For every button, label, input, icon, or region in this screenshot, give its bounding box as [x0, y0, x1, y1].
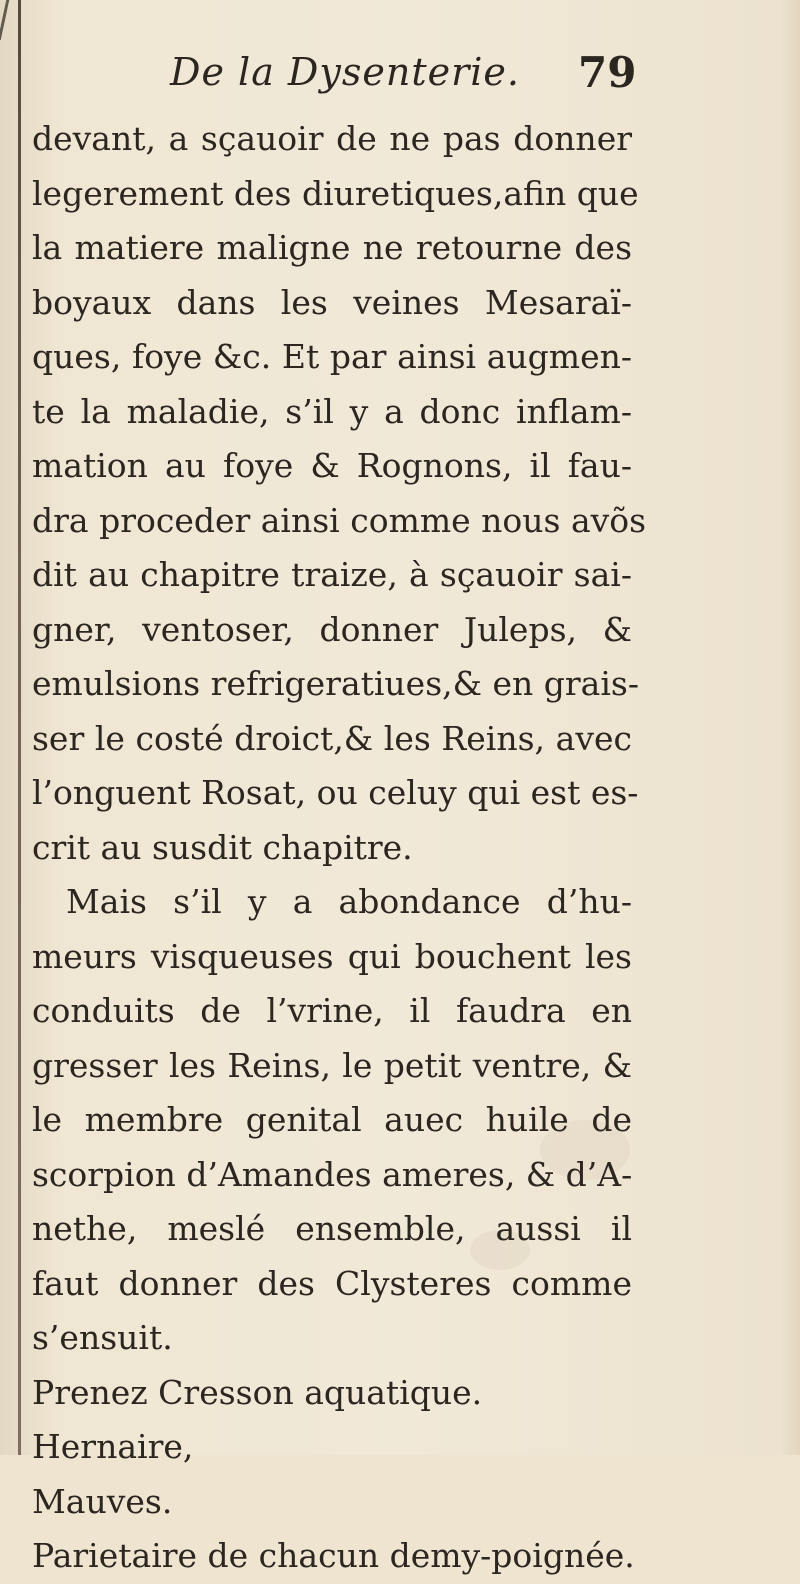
text-line: dit au chapitre traize, à sçauoir sai- — [32, 555, 632, 594]
page-number: 79 — [578, 48, 637, 97]
recipe-line: Mauves. — [32, 1481, 173, 1521]
text-line: conduits de l’vrine, il faudra en — [32, 991, 632, 1030]
text-line: gner, ventoser, donner Juleps, & — [32, 609, 632, 649]
running-head: De la Dysenterie. — [170, 50, 520, 94]
recipe-line: Hernaire, — [32, 1427, 194, 1466]
text-line: mation au foye & Rognons, il fau- — [32, 446, 632, 485]
text-line: faut donner des Clysteres comme — [32, 1263, 632, 1303]
text-line: crit au susdit chapitre. — [32, 827, 413, 867]
text-line: ser le costé droict,& les Reins, avec — [32, 718, 632, 758]
recipe-line: Parietaire de chacun demy-poignée. — [32, 1536, 635, 1575]
text-line: Mais s’il y a abondance d’hu- — [66, 882, 632, 921]
text-line: l’onguent Rosat, ou celuy qui est es- — [32, 773, 639, 812]
text-line: boyaux dans les veines Mesaraï- — [32, 282, 632, 322]
text-line: devant, a sçauoir de ne pas donner — [32, 119, 632, 158]
text-line: scorpion d’Amandes ameres, & d’A- — [32, 1154, 633, 1194]
binding-mark — [0, 0, 31, 40]
text-line: le membre genital auec huile de — [32, 1100, 632, 1139]
body-text — [32, 112, 647, 1584]
text-line: la matiere maligne ne retourne des — [32, 228, 632, 267]
binding-edge — [18, 0, 21, 1455]
text-line: emulsions refrigeratiues,& en grais- — [32, 664, 639, 703]
text-line: s’ensuit. — [32, 1318, 173, 1357]
text-line: dra proceder ainsi comme nous avõs — [32, 500, 647, 540]
text-line: meurs visqueuses qui bouchent les — [32, 936, 632, 976]
text-line: te la maladie, s’il y a donc inflam- — [32, 391, 632, 431]
text-line: ques, foye &c. Et par ainsi augmen- — [32, 337, 632, 376]
text-line: legerement des diuretiques,afin que — [32, 173, 639, 213]
text-line: gresser les Reins, le petit ventre, & — [32, 1045, 632, 1085]
recipe-line: Prenez Cresson aquatique. — [32, 1372, 483, 1412]
text-line: nethe, meslé ensemble, aussi il — [32, 1209, 632, 1248]
